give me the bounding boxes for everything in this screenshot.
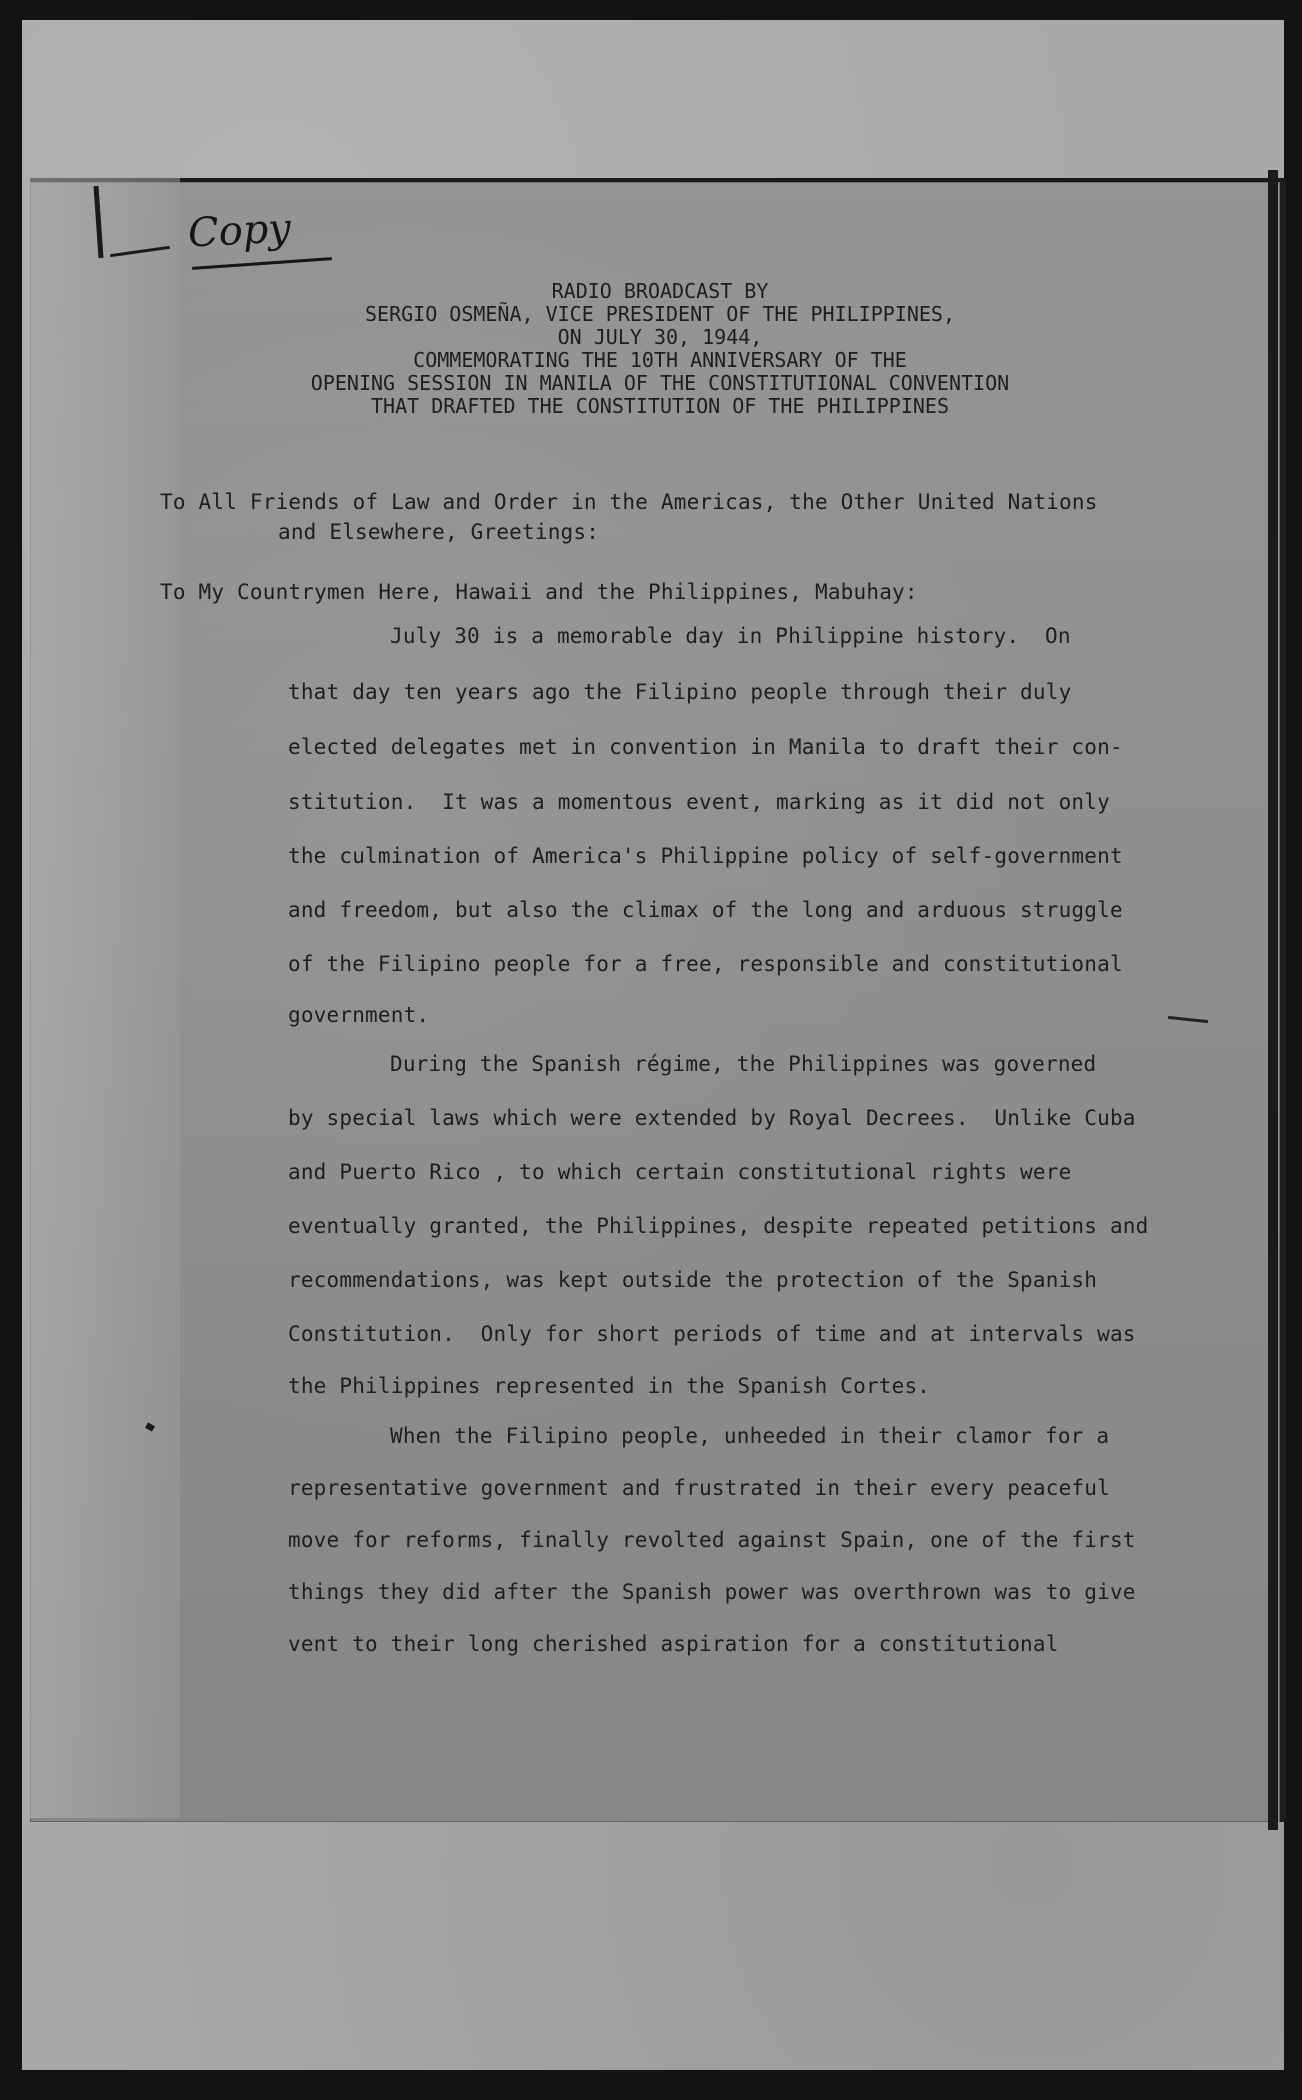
heading-line: RADIO BROADCAST BY xyxy=(551,279,769,303)
paragraph-line: recommendations, was kept outside the protection of the Spanish xyxy=(288,1268,1098,1292)
paragraph-line: of the Filipino people for a free, responsible and constitutional xyxy=(288,952,1123,976)
salutation-line: To My Countrymen Here, Hawaii and the Philippines, Mabuhay: xyxy=(160,580,918,604)
document-heading xyxy=(230,280,1090,418)
paragraph-line: representative government and frustrated in their every peaceful xyxy=(288,1476,1110,1500)
paragraph-line: move for reforms, finally revolted against Spain, one of the first xyxy=(288,1528,1136,1552)
paragraph-line: that day ten years ago the Filipino people through their duly xyxy=(288,680,1072,704)
heading-line: THAT DRAFTED THE CONSTITUTION OF THE PHILIPPINES xyxy=(371,394,949,418)
paragraph-line: stitution. It was a momentous event, marking as it did not only xyxy=(288,790,1110,814)
heading-line: OPENING SESSION IN MANILA OF THE CONSTITUTIONAL CONVENTION xyxy=(310,371,1010,395)
paragraph-line: July 30 is a memorable day in Philippine history. On xyxy=(390,624,1071,648)
paragraph-line: eventually granted, the Philippines, despite repeated petitions and xyxy=(288,1214,1149,1238)
paragraph-line: When the Filipino people, unheeded in their clamor for a xyxy=(390,1424,1110,1448)
heading-line: SERGIO OSMEÑA, VICE PRESIDENT OF THE PHILIPPINES, xyxy=(364,302,955,326)
page-edge-shadow xyxy=(1268,170,1278,1830)
typed-page xyxy=(30,178,1286,1822)
paragraph-line: by special laws which were extended by Royal Decrees. Unlike Cuba xyxy=(288,1106,1136,1130)
paragraph-line: elected delegates met in convention in Manila to draft their con- xyxy=(288,735,1123,759)
salutation-line: and Elsewhere, Greetings: xyxy=(278,520,600,544)
paragraph-line: and freedom, but also the climax of the long and arduous struggle xyxy=(288,898,1123,922)
heading-line: ON JULY 30, 1944, xyxy=(557,325,763,349)
paragraph-line: and Puerto Rico , to which certain constitutional rights were xyxy=(288,1160,1072,1184)
paragraph-line: government. xyxy=(288,1003,430,1027)
paragraph-line: During the Spanish régime, the Philippines was governed xyxy=(390,1052,1097,1076)
salutation-line: To All Friends of Law and Order in the Americas, the Other United Nations xyxy=(160,490,1098,514)
folded-paper-edge xyxy=(30,178,180,1818)
handwritten-copy-note: Copy xyxy=(186,205,293,257)
paragraph-line: things they did after the Spanish power was overthrown was to give xyxy=(288,1580,1136,1604)
paragraph-line: vent to their long cherished aspiration for a constitutional xyxy=(288,1632,1059,1656)
paragraph-line: the culmination of America's Philippine policy of self-government xyxy=(288,844,1123,868)
paragraph-line: Constitution. Only for short periods of time and at intervals was xyxy=(288,1322,1136,1346)
heading-line: COMMEMORATING THE 10TH ANNIVERSARY OF THE xyxy=(413,348,907,372)
paragraph-line: the Philippines represented in the Spanish Cortes. xyxy=(288,1374,931,1398)
